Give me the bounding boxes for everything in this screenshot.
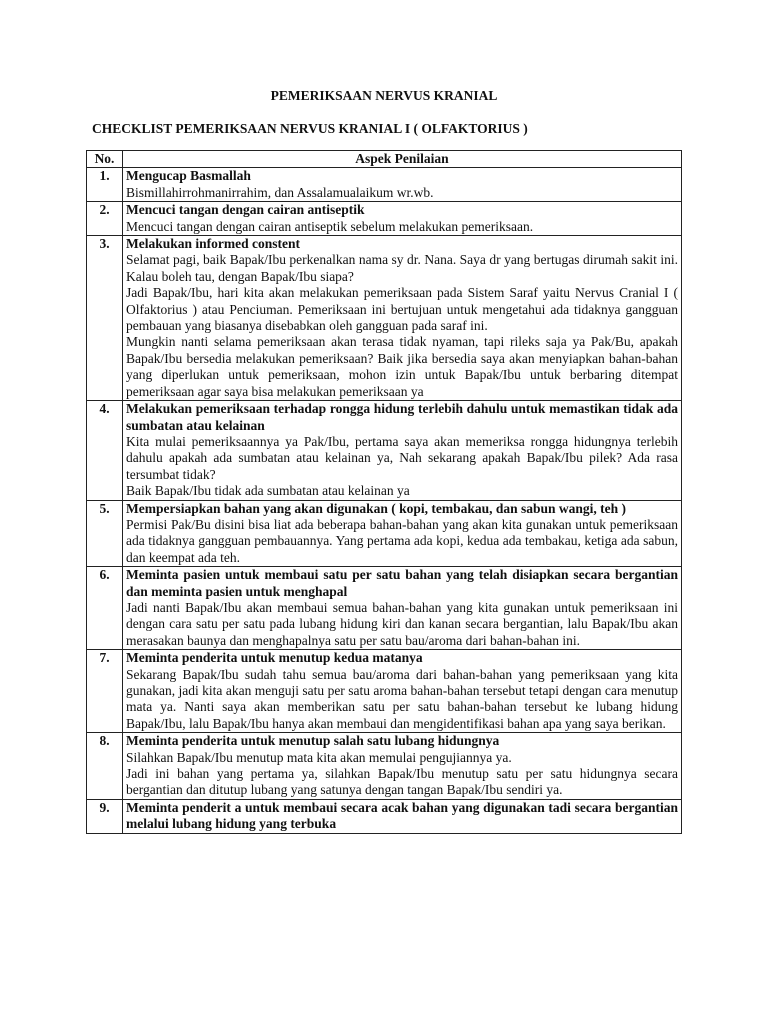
- aspect-description: Sekarang Bapak/Ibu sudah tahu semua bau/aroma dari bahan-bahan yang pemeriksaan yang kita gunakan, jadi kita akan menguji satu per satu aroma bahan-bahan tersebut tetapi dengan cara menutup mata ya. Nanti saya akan memberikan satu per satu bahan-bahan tersebut ke lubang hidung Bapak/Ibu, lalu Bapak/Ibu hanya akan membaui dan mengidentifikasi bahan apa yang saya berikan.: [126, 666, 678, 731]
- aspect-title: Meminta penderita untuk menutup kedua matanya: [126, 650, 423, 666]
- aspect-title: Meminta penderita untuk menutup salah satu lubang hidungnya: [126, 733, 500, 749]
- aspect-cell: [123, 168, 682, 202]
- aspect-description: Silahkan Bapak/Ibu menutup mata kita akan memulai pengujiannya ya.: [126, 749, 512, 765]
- row-number: 1.: [87, 168, 123, 202]
- aspect-title: Melakukan informed constent: [126, 236, 301, 252]
- table-row: [87, 567, 682, 650]
- aspect-description: Jadi ini bahan yang pertama ya, silahkan Bapak/Ibu menutup satu per satu hidungnya secara bergantian dan ditutup lubang yang satunya dengan tangan Bapak/Ibu sendiri ya.: [126, 766, 678, 798]
- aspect-description: Bismillahirrohmanirrahim, dan Assalamualaikum wr.wb.: [126, 184, 434, 200]
- aspect-cell: [123, 202, 682, 236]
- aspect-title: Melakukan pemeriksaan terhadap rongga hidung terlebih dahulu untuk memastikan tidak ada sumbatan atau kelainan: [126, 401, 678, 433]
- aspect-cell: [123, 401, 682, 500]
- row-number: 8.: [87, 733, 123, 800]
- column-header-no: No.: [87, 151, 123, 168]
- table-row: [87, 168, 682, 202]
- row-number: 5.: [87, 500, 123, 567]
- aspect-title: Mempersiapkan bahan yang akan digunakan ( kopi, tembakau, dan sabun wangi, teh ): [126, 500, 627, 516]
- table-row: [87, 500, 682, 567]
- aspect-cell: [123, 650, 682, 733]
- aspect-title: Meminta pasien untuk membaui satu per satu bahan yang telah disiapkan secara bergantian dan meminta pasien untuk menghapal: [126, 567, 678, 599]
- page-title: PEMERIKSAAN NERVUS KRANIAL: [270, 88, 498, 103]
- aspect-description: Mungkin nanti selama pemeriksaan akan terasa tidak nyaman, tapi rileks saja ya Pak/Bu, apakah Bapak/Ibu bersedia melakukan pemeriksaan? Baik jika bersedia saya akan menyiapkan bahan-bahan yang diperlukan untuk pemeriksaan, mohon izin untuk Bapak/Ibu untuk berbaring ditempat pemeriksaan agar saya bisa melakukan pemeriksaan ya: [126, 334, 678, 399]
- aspect-description: Kita mulai pemeriksaannya ya Pak/Ibu, pertama saya akan memeriksa rongga hidungnya terlebih dahulu apakah ada sumbatan atau kelainan ya, Nah sekarang apakah Bapak/Ibu pilek? Ada rasa tersumbat tidak?: [126, 433, 678, 482]
- aspect-cell: [123, 567, 682, 650]
- aspect-cell: [123, 733, 682, 800]
- row-number: 3.: [87, 236, 123, 401]
- aspect-title: Mencuci tangan dengan cairan antiseptik: [126, 202, 365, 218]
- table-row: [87, 733, 682, 800]
- column-header-aspect: Aspek Penilaian: [123, 151, 682, 168]
- table-row: [87, 202, 682, 236]
- aspect-cell: [123, 236, 682, 401]
- aspect-description: Permisi Pak/Bu disini bisa liat ada beberapa bahan-bahan yang akan kita gunakan untuk pemeriksaan ada tidaknya gangguan pembauannya. Yang pertama ada kopi, kedua ada tembakau, ketiga ada sabun, dan keempat ada teh.: [126, 516, 678, 565]
- table-header-row: [87, 151, 682, 168]
- row-number: 4.: [87, 401, 123, 500]
- document-subtitle: CHECKLIST PEMERIKSAAN NERVUS KRANIAL I ( OLFAKTORIUS ): [92, 121, 528, 136]
- row-number: 7.: [87, 650, 123, 733]
- aspect-title: Meminta penderit a untuk membaui secara acak bahan yang digunakan tadi secara bergantian melalui lubang hidung yang terbuka: [126, 799, 678, 832]
- row-number: 9.: [87, 799, 123, 833]
- row-number: 6.: [87, 567, 123, 650]
- table-row: [87, 650, 682, 733]
- checklist-table: [86, 150, 682, 834]
- table-row: [87, 401, 682, 500]
- aspect-description: Selamat pagi, baik Bapak/Ibu perkenalkan nama sy dr. Nana. Saya dr yang bertugas dirumah sakit ini. Kalau boleh tau, dengan Bapak/Ibu siapa?: [126, 252, 678, 284]
- table-row: [87, 799, 682, 833]
- aspect-description: Jadi Bapak/Ibu, hari kita akan melakukan pemeriksaan pada Sistem Saraf yaitu Nervus Cranial I ( Olfaktorius ) atau Penciuman. Pemeriksaan ini bertujuan untuk mengetahui ada tidaknya gangguan pembauan yang biasanya disebabkan oleh gangguan pada saraf ini.: [126, 285, 678, 334]
- aspect-cell: [123, 500, 682, 567]
- row-number: 2.: [87, 202, 123, 236]
- aspect-description: Baik Bapak/Ibu tidak ada sumbatan atau kelainan ya: [126, 483, 410, 499]
- table-row: [87, 236, 682, 401]
- aspect-cell: [123, 799, 682, 833]
- aspect-description: Jadi nanti Bapak/Ibu akan membaui semua bahan-bahan yang kita gunakan untuk pemeriksaan ini dengan cara satu per satu pada lubang hidung kiri dan kanan secara bergantian, lalu Bapak/Ibu akan merasakan baunya dan menghapalnya satu per satu bau/aroma dari bahan-bahan ini.: [126, 599, 678, 648]
- aspect-description: Mencuci tangan dengan cairan antiseptik sebelum melakukan pemeriksaan.: [126, 218, 534, 234]
- aspect-title: Mengucap Basmallah: [126, 168, 251, 184]
